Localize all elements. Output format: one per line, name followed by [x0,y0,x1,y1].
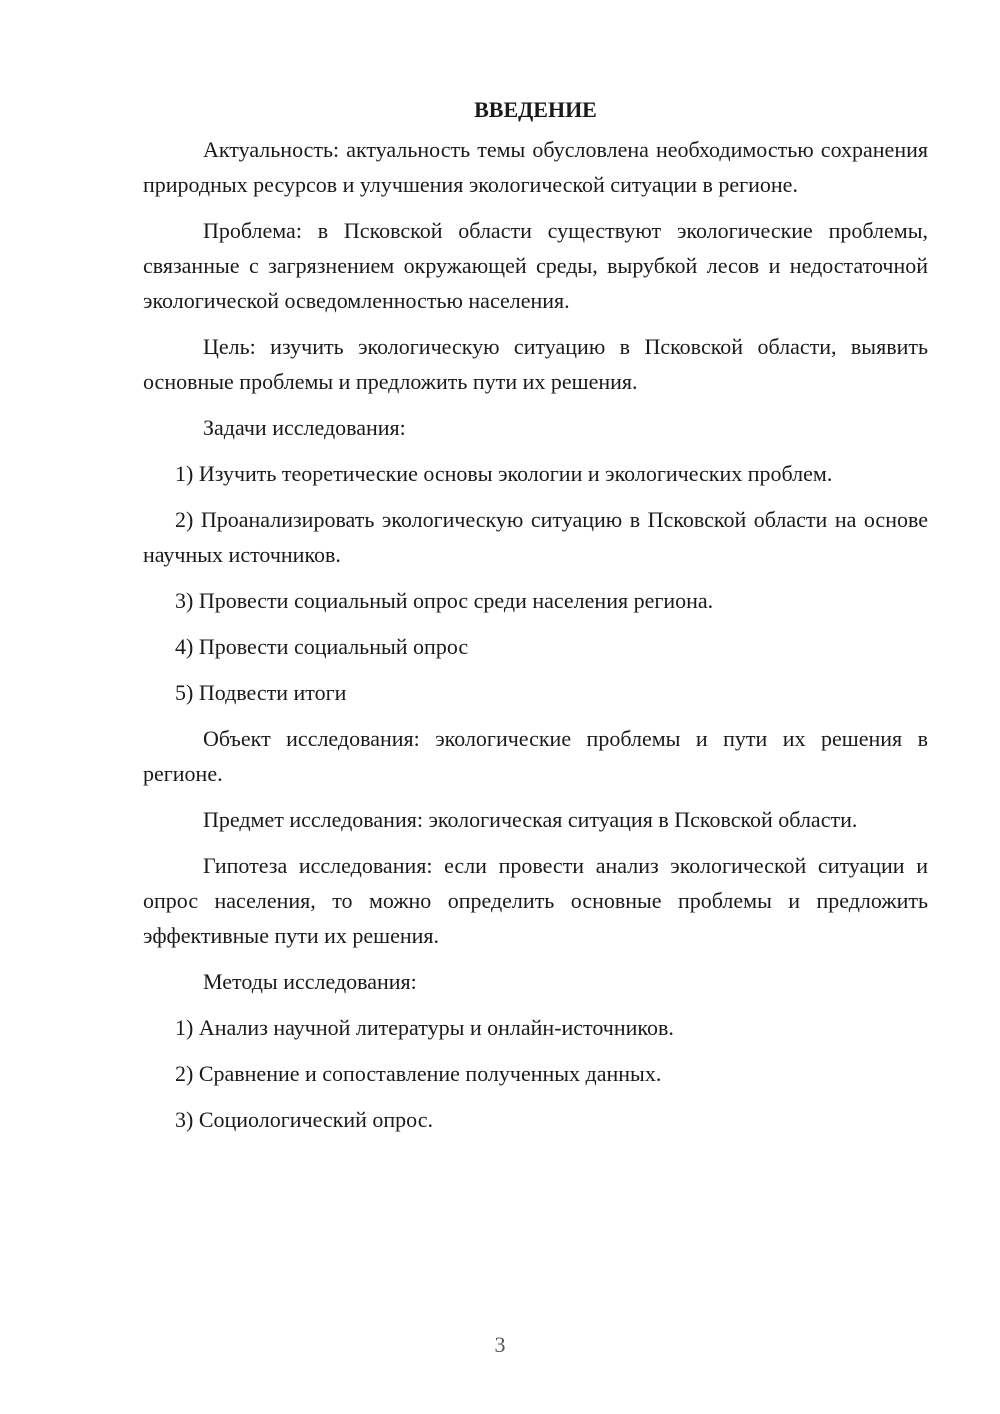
method-item: 1) Анализ научной литературы и онлайн-источников. [175,1015,674,1040]
methods-heading: Методы исследования: [203,969,417,994]
problem-paragraph: Проблема: в Псковской области существуют экологические проблемы, связанные с загрязнением окружающей среды, вырубкой лесов и недостаточной экологической осведомленностью населения. [143,218,928,313]
object-paragraph: Объект исследования: экологические проблемы и пути их решения в регионе. [143,726,928,786]
document-page [143,88,928,1137]
tasks-heading: Задачи исследования: [203,415,406,440]
hypothesis-paragraph: Гипотеза исследования: если провести анализ экологической ситуации и опрос населения, то можно определить основные проблемы и предложить эффективные пути их решения. [143,853,928,948]
method-item: 2) Сравнение и сопоставление полученных данных. [175,1061,662,1086]
method-item: 3) Социологический опрос. [175,1107,433,1132]
goal-paragraph: Цель: изучить экологическую ситуацию в Псковской области, выявить основные проблемы и предложить пути их решения. [143,334,928,394]
task-item: 1) Изучить теоретические основы экологии и экологических проблем. [175,461,833,486]
subject-paragraph: Предмет исследования: экологическая ситуация в Псковской области. [203,807,858,832]
task-item: 2) Проанализировать экологическую ситуацию в Псковской области на основе научных источников. [143,507,928,567]
task-item: 4) Провести социальный опрос [175,634,469,659]
task-item: 5) Подвести итоги [175,680,347,705]
task-item: 3) Провести социальный опрос среди населения региона. [175,588,714,613]
relevance-paragraph: Актуальность: актуальность темы обусловлена необходимостью сохранения природных ресурсов и улучшения экологической ситуации в регионе. [143,137,928,197]
section-title: ВВЕДЕНИЕ [474,97,597,122]
page-number: 3 [494,1332,506,1357]
